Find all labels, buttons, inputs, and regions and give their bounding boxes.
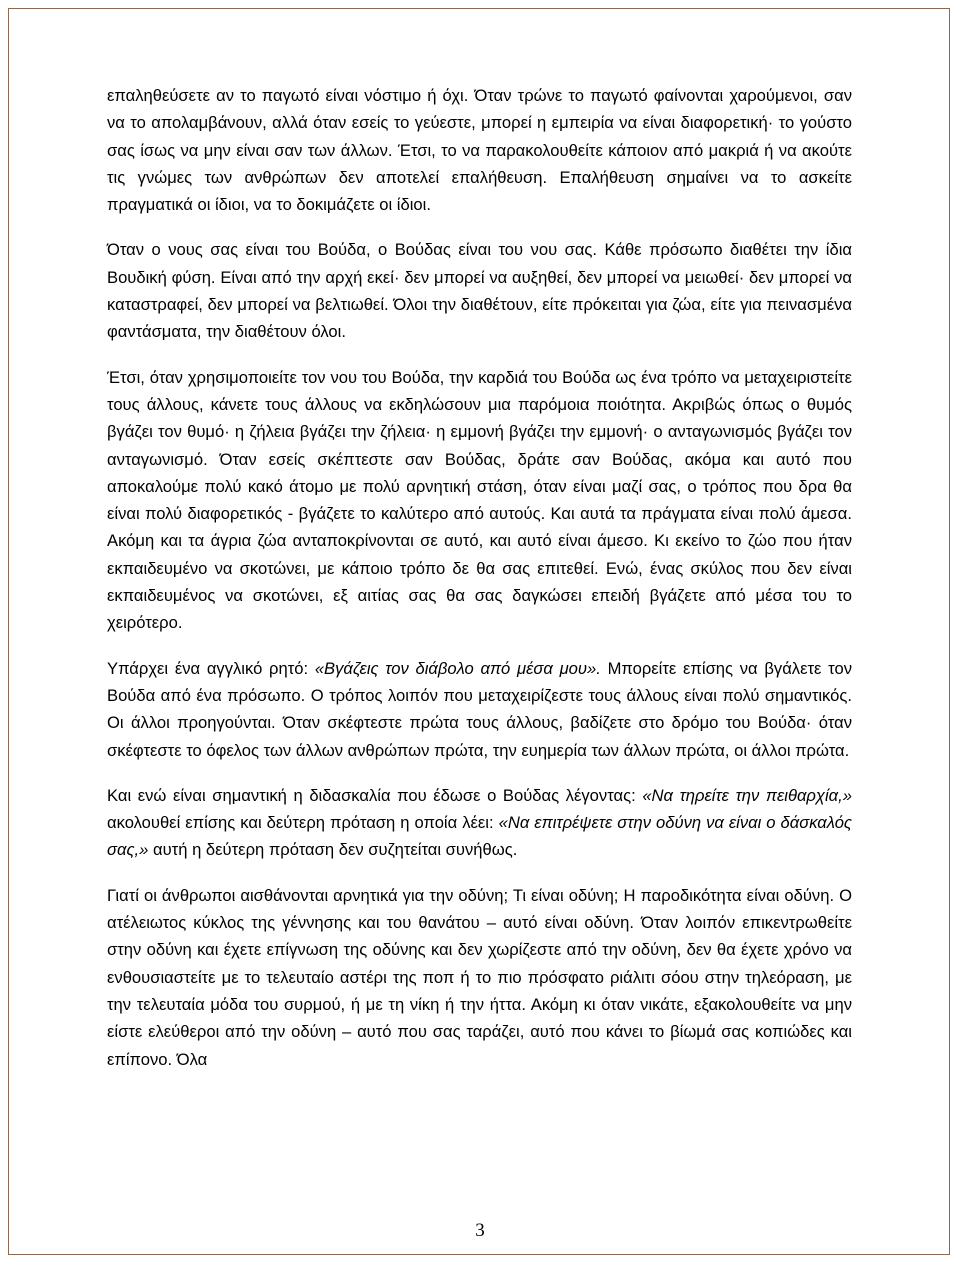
document-body [107, 82, 852, 1073]
paragraph [107, 82, 852, 218]
text-segment: αυτή η δεύτερη πρόταση δεν συζητείται συνήθως. [148, 840, 518, 860]
italic-quote: «Να επιτρέψετε στην οδύνη να είναι ο δάσκαλός σας,» [107, 813, 853, 860]
text-segment: ακολουθεί επίσης και δεύτερη πρόταση η οποία λέει: [107, 813, 499, 833]
page-number: 3 [475, 1220, 485, 1241]
paragraph [107, 782, 852, 864]
paragraph [107, 236, 852, 345]
text-segment: Μπορείτε επίσης να βγάλετε τον Βούδα από ένα πρόσωπο. Ο τρόπος λοιπόν που μεταχειρίζεστε τους άλλους είναι πολύ σημαντικός. Οι άλλοι προηγούνται. Όταν σκέφτεστε πρώτα τους άλλους, βαδίζετε στο δρόμο του Βούδα· όταν σκέφτεστε το όφελος των άλλων ανθρώπων πρώτα, την ευημερία των άλλων πρώτα, οι άλλοι πρώτα. [107, 658, 852, 760]
paragraph [107, 655, 852, 764]
text-segment: Γιατί οι άνθρωποι αισθάνονται αρνητικά για την οδύνη; Τι είναι οδύνη; Η παροδικότητα είναι οδύνη. Ο ατέλειωτος κύκλος της γέννησης και του θανάτου – αυτό είναι οδύνη. Όταν λοιπόν επικεντρωθείτε στην οδύνη και έχετε επίγνωση της οδύνης και δεν χωρίζεστε από την οδύνη, δεν θα έχετε χρόνο να ενθουσιαστείτε με το τελευταίο αστέρι της ποπ ή το πιο πρόσφατο ριάλιτι σόου στην τηλεόραση, με την τελευταία μόδα του συρμού, ή με τη νίκη ή την ήττα. Ακόμη κι όταν νικάτε, εξακολουθείτε να μην είστε ελεύθεροι από την οδύνη – αυτό που σας ταράζει, αυτό που κάνει το βίωμά σας κοπιώδες και επίπονο. Όλα [107, 885, 852, 1069]
text-segment: Και ενώ είναι σημαντική η διδασκαλία που έδωσε ο Βούδας λέγοντας: [107, 785, 643, 805]
text-segment: Έτσι, όταν χρησιμοποιείτε τον νου του Βούδα, την καρδιά του Βούδα ως ένα τρόπο να μεταχειριστείτε τους άλλους, κάνετε τους άλλους να εκδηλώσουν μια παρόμοια ποιότητα. Ακριβώς όπως ο θυμός βγάζει τον θυμό· η ζήλεια βγάζει την ζήλεια· η εμμονή βγάζει την εμμονή· ο ανταγωνισμός βγάζει τον ανταγωνισμό. Όταν εσείς σκέπτεστε σαν Βούδας, δράτε σαν Βούδας, ακόμα και αυτό που αποκαλούμε πολύ κακό άτομο με πολύ αρνητική στάση, όταν είναι μαζί σας, ο τρόπος που δρα θα είναι πολύ διαφορετικός - βγάζετε το καλύτερο από αυτούς. Και αυτά τα πράγματα είναι πολύ άμεσα. Ακόμη και τα άγρια ζώα ανταποκρίνονται σε αυτό, και αυτό είναι άμεσο. Κι εκείνο το ζώο που ήταν εκπαιδευμένο να σκοτώνει, με κάποιο τρόπο δε θα σας επιτεθεί. Ενώ, ένας σκύλος που δεν είναι εκπαιδευμένος να σκοτώνει, εξ αιτίας σας θα σας δαγκώσει επειδή βγάζετε από μέσα του το χειρότερο. [107, 367, 852, 633]
text-segment: επαληθεύσετε αν το παγωτό είναι νόστιμο ή όχι. Όταν τρώνε το παγωτό φαίνονται χαρούμενοι, σαν να το απολαμβάνουν, αλλά όταν εσείς το γεύεστε, μπορεί η εμπειρία να είναι διαφορετική· το γούστο σας ίσως να μην είναι σαν των άλλων. Έτσι, το να παρακολουθείτε κάποιον από μακριά ή να ακούτε τις γνώμες των ανθρώπων δεν αποτελεί επαλήθευση. Επαλήθευση σημαίνει να το ασκείτε πραγματικά οι ίδιοι, να το δοκιμάζετε οι ίδιοι. [107, 86, 852, 215]
text-segment: Όταν ο νους σας είναι του Βούδα, ο Βούδας είναι του νου σας. Κάθε πρόσωπο διαθέτει την ίδια Βουδική φύση. Είναι από την αρχή εκεί· δεν μπορεί να αυξηθεί, δεν μπορεί να μειωθεί· δεν μπορεί να καταστραφεί, δεν μπορεί να βελτιωθεί. Όλοι την διαθέτουν, είτε πρόκειται για ζώα, είτε για πεινασμένα φαντάσματα, την διαθέτουν όλοι. [107, 240, 852, 342]
paragraph [107, 364, 852, 637]
italic-quote: «Βγάζεις τον διάβολο από μέσα μου». [314, 658, 601, 678]
paragraph [107, 882, 852, 1073]
italic-quote: «Να τηρείτε την πειθαρχία,» [642, 785, 852, 805]
text-segment: Υπάρχει ένα αγγλικό ρητό: [107, 658, 315, 678]
